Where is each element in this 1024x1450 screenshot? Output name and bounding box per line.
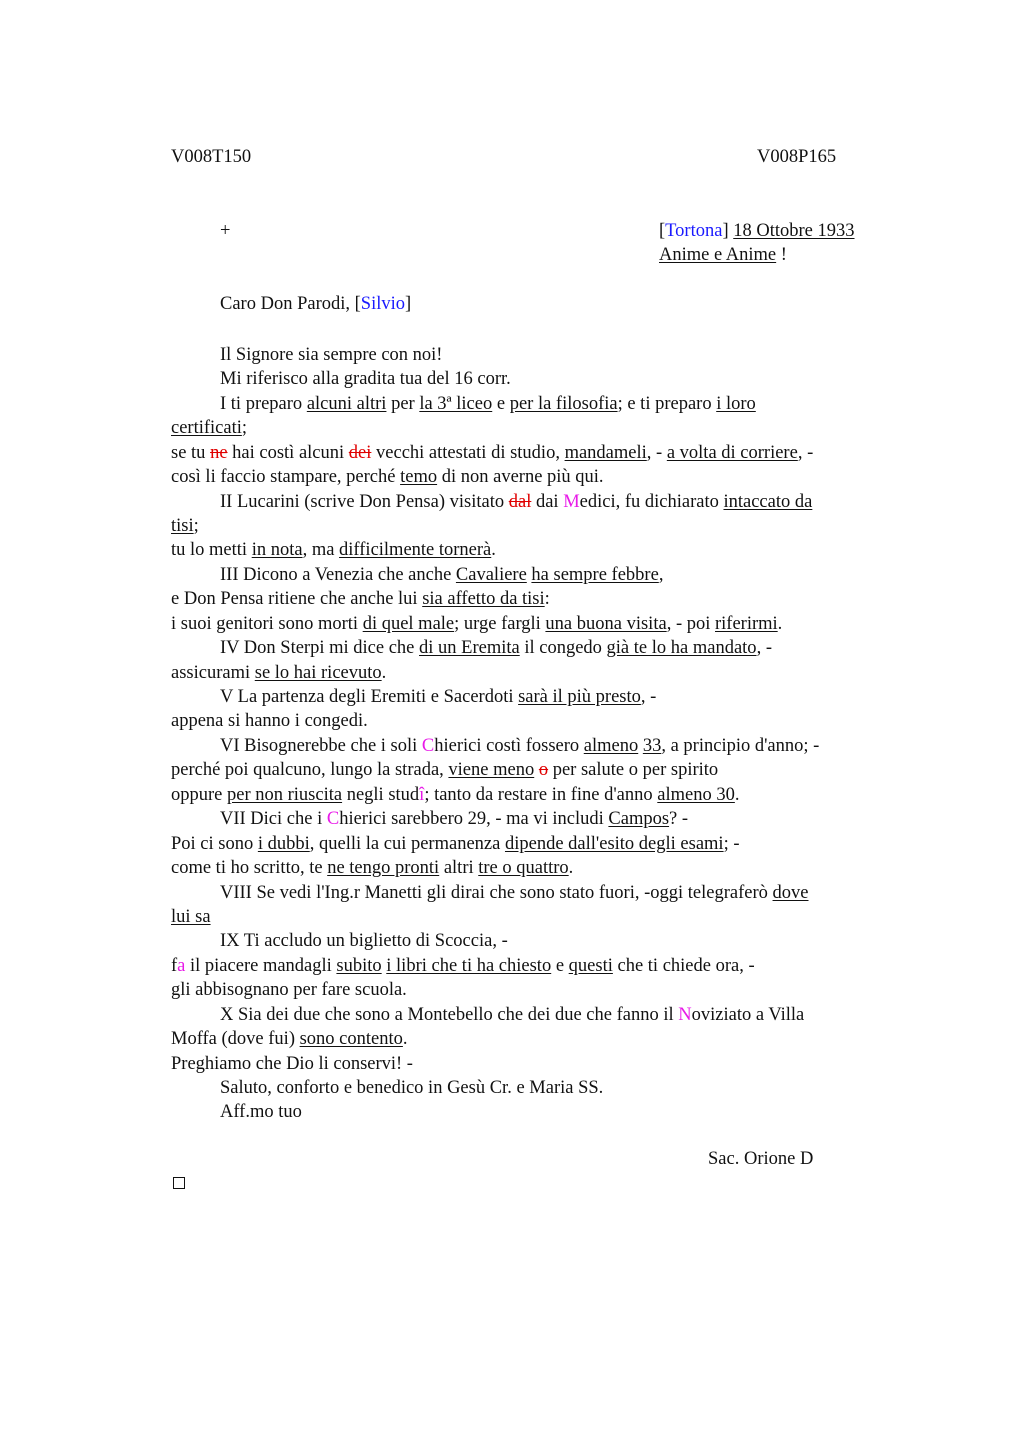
body-line: lui sa	[171, 907, 211, 927]
dateline: [Tortona] 18 Ottobre 1933	[659, 221, 855, 241]
body-line: VIII Se vedi l'Ing.r Manetti gli dirai che sono stato fuori, -oggi telegraferò dove	[220, 883, 809, 903]
body-line: oppure per non riuscita negli studî; tanto da restare in fine d'anno almeno 30.	[171, 785, 740, 805]
header-left-code: V008T150	[171, 147, 252, 167]
place: Tortona	[665, 221, 723, 241]
cross-mark: +	[220, 221, 231, 241]
salutation-name: Silvio	[360, 294, 406, 314]
body-line: i suoi genitori sono morti di quel male; urge fargli una buona visita, - poi riferirmi.	[171, 614, 783, 634]
body-line: fa il piacere mandagli subito i libri che ti ha chiesto e questi che ti chiede ora, -	[171, 956, 755, 976]
body-line: appena si hanno i congedi.	[171, 711, 368, 731]
body-line: V La partenza degli Eremiti e Sacerdoti sarà il più presto, -	[220, 687, 657, 707]
date: 18 Ottobre 1933	[733, 221, 855, 241]
body-line: certificati;	[171, 418, 248, 438]
body-line: Mi riferisco alla gradita tua del 16 corr.	[220, 369, 511, 389]
end-box-icon	[173, 1177, 185, 1189]
body-line: e Don Pensa ritiene che anche lui sia affetto da tisi:	[171, 589, 550, 609]
body-line: gli abbisognano per fare scuola.	[171, 980, 407, 1000]
closing-line: Aff.mo tuo	[220, 1102, 302, 1122]
body-line: Il Signore sia sempre con noi!	[220, 345, 443, 365]
body-line: perché poi qualcuno, lungo la strada, viene meno o per salute o per spirito	[171, 760, 719, 780]
body-line: tu lo metti in nota, ma difficilmente tornerà.	[171, 540, 496, 560]
signature: Sac. Orione D	[708, 1149, 814, 1169]
header-right-code: V008P165	[757, 147, 837, 167]
body-line: IX Ti accludo un biglietto di Scoccia, -	[220, 931, 508, 951]
body-line: tisi;	[171, 516, 199, 536]
body-line: così li faccio stampare, perché temo di non averne più qui.	[171, 467, 604, 487]
closing-line: Saluto, conforto e benedico in Gesù Cr. e Maria SS.	[220, 1078, 604, 1098]
body-line: Poi ci sono i dubbi, quelli la cui permanenza dipende dall'esito degli esami; -	[171, 834, 740, 854]
body-line: Moffa (dove fui) sono contento.	[171, 1029, 408, 1049]
body-line: Preghiamo che Dio li conservi! -	[171, 1054, 413, 1074]
body-line: III Dicono a Venezia che anche Cavaliere ha sempre febbre,	[220, 565, 664, 585]
body-line: se tu ne hai costì alcuni dei vecchi attestati di studio, mandameli, - a volta di corriere, -	[171, 443, 814, 463]
motto: Anime e Anime !	[659, 245, 787, 265]
body-line: come ti ho scritto, te ne tengo pronti altri tre o quattro.	[171, 858, 574, 878]
body-line: X Sia dei due che sono a Montebello che dei due che fanno il Noviziato a Villa	[220, 1005, 805, 1025]
salutation: Caro Don Parodi, [Silvio]	[220, 294, 412, 314]
body-line: IV Don Sterpi mi dice che di un Eremita il congedo già te lo ha mandato, -	[220, 638, 772, 658]
body-line: II Lucarini (scrive Don Pensa) visitato dal dai Medici, fu dichiarato intaccato da	[220, 492, 813, 512]
body-line: assicurami se lo hai ricevuto.	[171, 663, 387, 683]
body-line: I ti preparo alcuni altri per la 3ª liceo e per la filosofia; e ti preparo i loro	[220, 394, 756, 414]
body-line: VII Dici che i Chierici sarebbero 29, - ma vi includi Campos? -	[220, 809, 689, 829]
body-line: VI Bisognerebbe che i soli Chierici costì fossero almeno 33, a principio d'anno; -	[220, 736, 820, 756]
